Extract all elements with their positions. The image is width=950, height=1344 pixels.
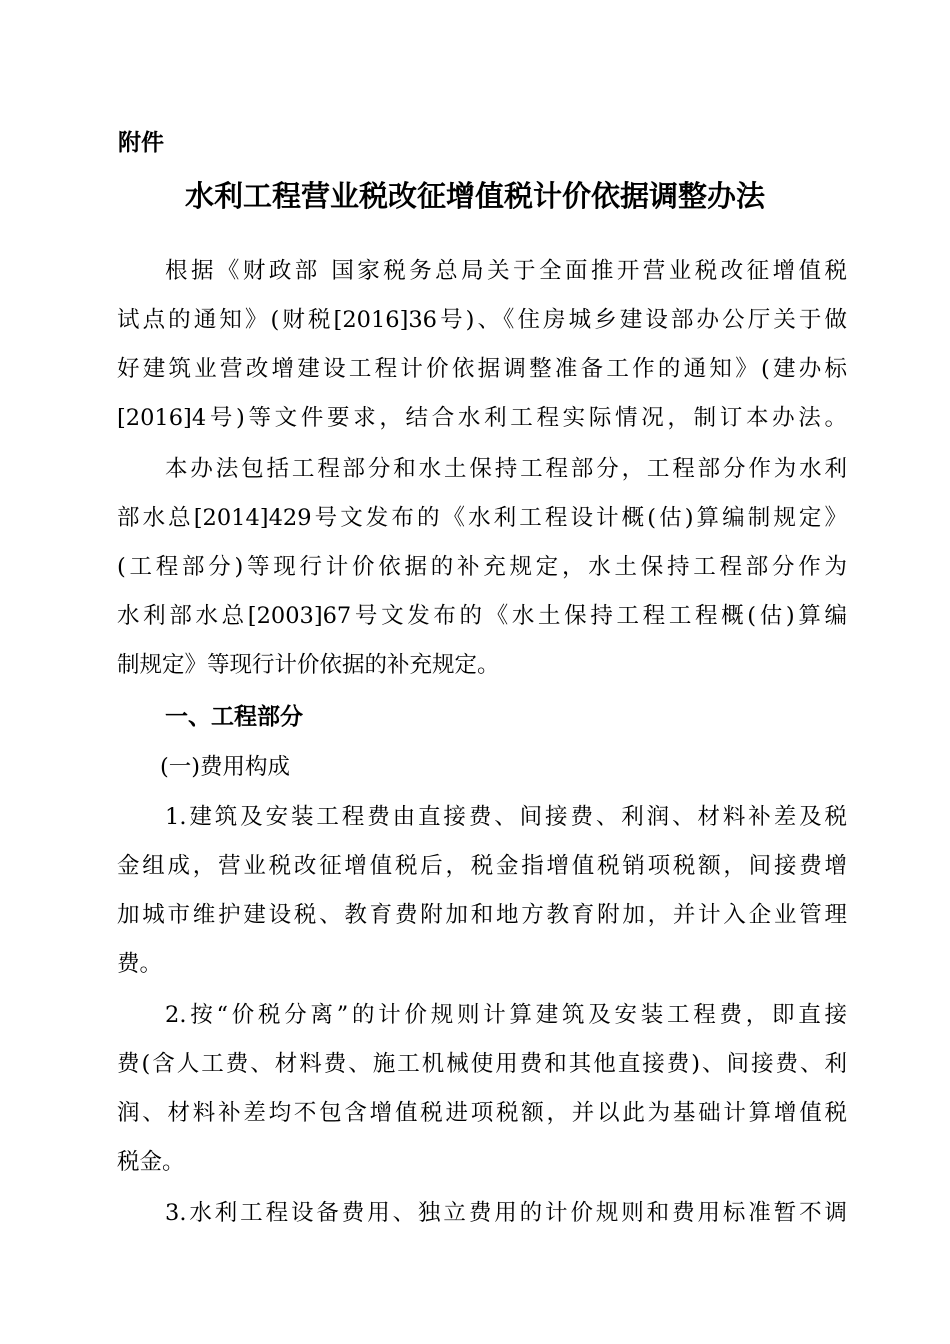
item-3-line-1: 3.水利工程设备费用、独立费用的计价规则和费用标准暂不调 — [165, 1200, 847, 1226]
attachment-label: 附件 — [118, 130, 164, 156]
item-1-line-3: 加城市维护建设税、教育费附加和地方教育附加，并计入企业管理 — [117, 902, 847, 928]
subsection-1-heading: (一)费用构成 — [160, 754, 291, 780]
paragraph-1-line-3: 好建筑业营改增建设工程计价依据调整准备工作的通知》(建办标 — [117, 356, 847, 382]
item-2-line-2: 费(含人工费、材料费、施工机械使用费和其他直接费)、间接费、利 — [117, 1051, 847, 1077]
paragraph-1-line-1: 根据《财政部 国家税务总局关于全面推开营业税改征增值税 — [165, 258, 847, 284]
paragraph-2-line-5: 制规定》等现行计价依据的补充规定。 — [117, 652, 500, 678]
paragraph-1-line-2: 试点的通知》(财税[2016]36号)、《住房城乡建设部办公厅关于做 — [117, 307, 847, 333]
item-1-line-1: 1.建筑及安装工程费由直接费、间接费、利润、材料补差及税 — [165, 804, 847, 830]
item-1-line-2: 金组成，营业税改征增值税后，税金指增值税销项税额，间接费增 — [117, 853, 847, 879]
paragraph-2-line-2: 部水总[2014]429号文发布的《水利工程设计概(估)算编制规定》 — [117, 505, 847, 531]
item-2-line-3: 润、材料补差均不包含增值税进项税额，并以此为基础计算增值税 — [117, 1100, 847, 1126]
item-2-line-4: 税金。 — [117, 1149, 185, 1175]
paragraph-2-line-1: 本办法包括工程部分和水土保持工程部分，工程部分作为水利 — [165, 456, 847, 482]
paragraph-2-line-3: (工程部分)等现行计价依据的补充规定，水土保持工程部分作为 — [117, 554, 847, 580]
paragraph-2-line-4: 水利部水总[2003]67号文发布的《水土保持工程工程概(估)算编 — [117, 603, 847, 629]
item-1-line-4: 费。 — [117, 951, 163, 977]
item-2-line-1: 2.按“价税分离”的计价规则计算建筑及安装工程费，即直接 — [165, 1002, 847, 1028]
paragraph-1-line-4: [2016]4号)等文件要求，结合水利工程实际情况，制订本办法。 — [117, 405, 847, 431]
section-1-heading: 一、工程部分 — [165, 704, 303, 730]
document-title: 水利工程营业税改征增值税计价依据调整办法 — [184, 179, 765, 213]
